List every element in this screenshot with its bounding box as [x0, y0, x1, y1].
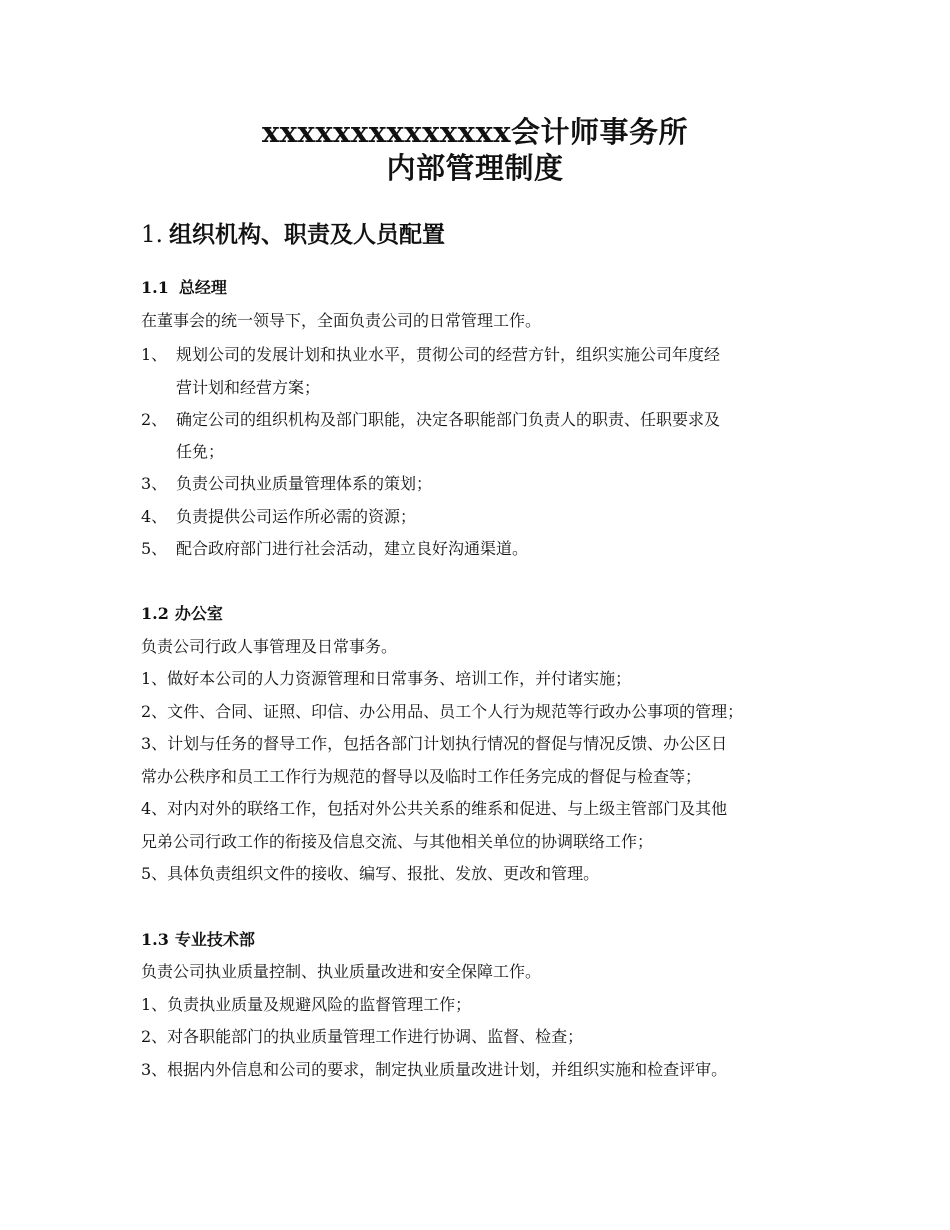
list-item-number: 5、 [141, 539, 168, 558]
list-item-number: 3、 [141, 474, 168, 493]
document-title-line2: 内部管理制度 [386, 151, 564, 185]
section-1-1-intro: 在董事会的统一领导下，全面负责公司的日常管理工作。 [141, 311, 542, 330]
paragraph-line: 1、做好本公司的人力资源管理和日常事务、培训工作，并付诸实施； [141, 669, 632, 688]
section-1-number: 1. [141, 222, 163, 248]
paragraph-line: 5、具体负责组织文件的接收、编写、报批、发放、更改和管理。 [141, 864, 600, 883]
paragraph-line: 2、对各职能部门的执业质量管理工作进行协调、监督、检查； [141, 1027, 584, 1046]
list-item [141, 344, 821, 366]
list-item-number: 1、 [141, 345, 168, 364]
paragraph-line: 常办公秩序和员工工作行为规范的督导以及临时工作任务完成的督促与检查等； [141, 767, 702, 786]
section-1-2-number: 1.2 [141, 604, 169, 623]
section-1-1-title: 总经理 [178, 278, 227, 297]
list-item [141, 538, 821, 560]
list-item [141, 506, 821, 528]
list-item-text: 规划公司的发展计划和执业水平，贯彻公司的经营方针，组织实施公司年度经 [176, 345, 721, 364]
section-1-3-title: 专业技术部 [174, 930, 255, 949]
section-1-1-number: 1.1 [141, 278, 169, 297]
paragraph-line: 2、文件、合同、证照、印信、办公用品、员工个人行为规范等行政办公事项的管理； [141, 702, 744, 721]
list-item-text: 负责提供公司运作所必需的资源； [176, 507, 417, 526]
paragraph-line: 3、根据内外信息和公司的要求，制定执业质量改进计划，并组织实施和检查评审。 [141, 1060, 728, 1079]
section-1-2-title: 办公室 [174, 604, 223, 623]
paragraph-line: 3、计划与任务的督导工作，包括各部门计划执行情况的督促与情况反馈、办公区日 [141, 734, 728, 753]
list-item-text: 确定公司的组织机构及部门职能，决定各职能部门负责人的职责、任职要求及 [176, 410, 721, 429]
section-1-3-number: 1.3 [141, 930, 169, 949]
list-item-continuation: 营计划和经营方案； [176, 378, 321, 397]
section-1-1-heading [141, 277, 227, 299]
section-1-3-intro: 负责公司执业质量控制、执业质量改进和安全保障工作。 [141, 962, 542, 981]
paragraph-line: 兄弟公司行政工作的衔接及信息交流、与其他相关单位的协调联络工作； [141, 832, 654, 851]
list-item-text: 配合政府部门进行社会活动，建立良好沟通渠道。 [176, 539, 529, 558]
section-1-title: 组织机构、职责及人员配置 [168, 221, 445, 248]
list-item-continuation: 任免； [176, 442, 225, 461]
list-item [141, 409, 821, 431]
list-item [141, 473, 821, 495]
list-item-number: 4、 [141, 507, 168, 526]
paragraph-line: 1、负责执业质量及规避风险的监督管理工作； [141, 995, 472, 1014]
section-1-2-heading [141, 603, 223, 625]
section-1-3-heading [141, 929, 255, 951]
section-1-heading [141, 220, 445, 250]
list-item-text: 负责公司执业质量管理体系的策划； [176, 474, 433, 493]
document-title-line1: xxxxxxxxxxxxxx会计师事务所 [261, 115, 689, 149]
paragraph-line: 4、对内对外的联络工作，包括对外公共关系的维系和促进、与上级主管部门及其他 [141, 799, 728, 818]
section-1-2-intro: 负责公司行政人事管理及日常事务。 [141, 637, 398, 656]
list-item-number: 2、 [141, 410, 168, 429]
